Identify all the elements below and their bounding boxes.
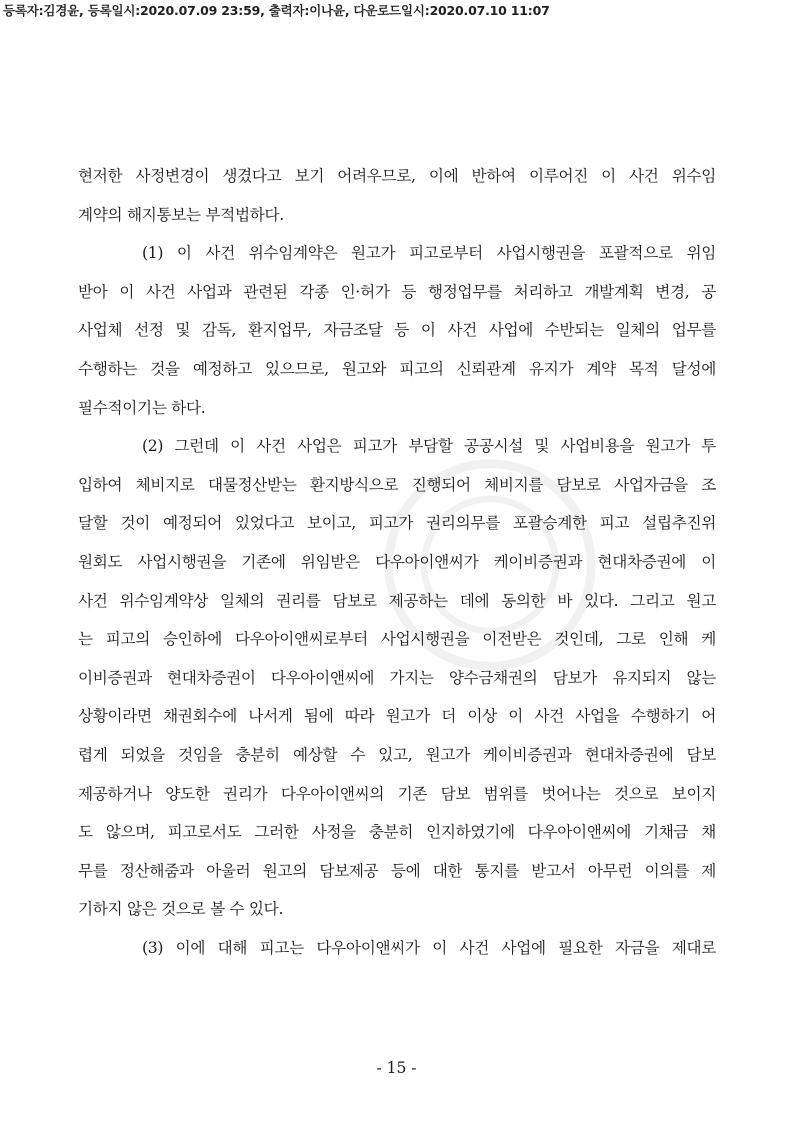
- text-line: 수행하는 것을 예정하고 있으므로, 원고와 피고의 신뢰관계 유지가 계약 목적 달성에: [78, 359, 716, 378]
- text-line: 원회도 사업시행권을 기존에 위임받은 다우아이앤씨가 케이비증권과 현대차증권에 이: [78, 552, 716, 571]
- text-line: 무를 정산해줌과 아울러 원고의 담보제공 등에 대한 통지를 받고서 아무런 이의를 제: [78, 861, 716, 880]
- text-line: 도 않으며, 피고로서도 그러한 사정을 충분히 인지하였기에 다우아이앤씨에 기채금 채: [78, 823, 716, 842]
- text-line: 입하여 체비지로 대물정산받는 환지방식으로 진행되어 체비지를 담보로 사업자금을 조: [78, 475, 716, 494]
- text-line: 렵게 되었을 것임을 충분히 예상할 수 있고, 원고가 케이비증권과 현대차증권에 담보: [78, 745, 716, 764]
- text-line: (2) 그런데 이 사건 사업은 피고가 부담할 공공시설 및 사업비용을 원고가 투: [142, 437, 716, 456]
- text-line: (3) 이에 대해 피고는 다우아이앤씨가 이 사건 사업에 필요한 자금을 제대로: [142, 938, 716, 957]
- download-stamp-header: 등록자:김경윤, 등록일시:2020.07.09 23:59, 출력자:이나윤, 다운로드일시:2020.07.10 11:07: [3, 3, 550, 18]
- text-line: 제공하거나 양도한 권리가 다우아이앤씨의 기존 담보 범위를 벗어나는 것으로 보이지: [78, 784, 716, 803]
- text-line: 기하지 않은 것으로 볼 수 있다.: [78, 900, 284, 919]
- text-line: 계약의 해지통보는 부적법하다.: [78, 205, 284, 224]
- text-line: 현저한 사정변경이 생겼다고 보기 어려우므로, 이에 반하여 이루어진 이 사건 위수임: [78, 167, 716, 185]
- text-line: 이비증권과 현대차증권이 다우아이앤씨에 가지는 양수금채권의 담보가 유지되지 않는: [78, 668, 716, 687]
- text-line: 상황이라면 채권회수에 나서게 됨에 따라 원고가 더 이상 이 사건 사업을 수행하기 어: [78, 707, 716, 726]
- page-number: - 15 -: [376, 1059, 417, 1077]
- text-line: 사건 위수임계약상 일체의 권리를 담보로 제공하는 데에 동의한 바 있다. 그리고 원고: [78, 591, 716, 610]
- text-line: 사업체 선정 및 감독, 환지업무, 자금조달 등 이 사건 사업에 수반되는 일체의 업무를: [78, 321, 716, 340]
- text-line: 는 피고의 승인하에 다우아이앤씨로부터 사업시행권을 이전받은 것인데, 그로 인해 케: [78, 630, 716, 649]
- text-line: (1) 이 사건 위수임계약은 원고가 피고로부터 사업시행권을 포괄적으로 위임: [142, 244, 716, 263]
- document-body: [78, 157, 716, 967]
- text-line: 받아 이 사건 사업과 관련된 각종 인·허가 등 행정업무를 처리하고 개발계획 변경, 공: [78, 282, 716, 301]
- text-line: 달할 것이 예정되어 있었다고 보이고, 피고가 권리의무를 포괄승계한 피고 설립추진위: [78, 514, 716, 533]
- text-line: 필수적이기는 하다.: [78, 398, 206, 417]
